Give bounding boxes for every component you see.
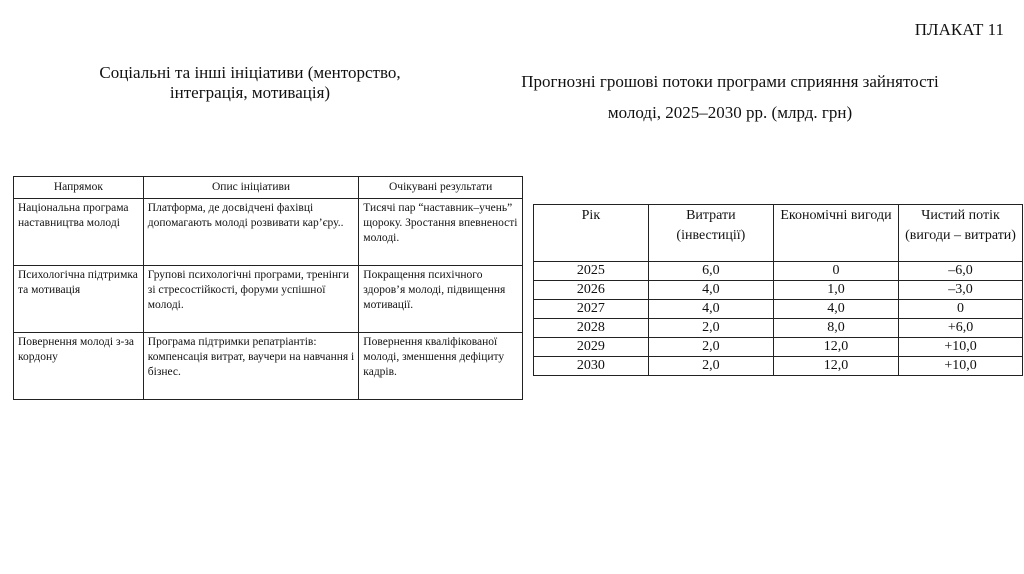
table-header-row [534,205,1023,262]
cell-net: +10,0 [899,338,1023,357]
cash-flow-title: Прогнозні грошові потоки програми сприяння зайнятості молоді, 2025–2030 рр. (млрд. грн) [521,72,939,122]
cell-result: Повернення кваліфікованої молоді, зменшення дефіциту кадрів. [359,333,523,400]
cell-description: Платформа, де досвідчені фахівці допомагають молоді розвивати кар’єру.. [143,199,359,266]
header-description: Опис ініціативи [143,177,359,199]
header-results: Очікувані результати [359,177,523,199]
cell-description: Групові психологічні програми, тренінги зі стресостійкості, форуми успішної молоді. [143,266,359,333]
table-row [534,281,1023,300]
cell-costs: 2,0 [648,338,773,357]
cell-result: Покращення психічного здоров’я молоді, підвищення мотивації. [359,266,523,333]
cell-benefits: 12,0 [773,338,898,357]
cell-year: 2027 [534,300,649,319]
cell-benefits: 1,0 [773,281,898,300]
header-benefits: Економічні вигоди [773,205,898,262]
cell-description: Програма підтримки репатріантів: компенсація витрат, ваучери на навчання і бізнес. [143,333,359,400]
header-direction: Напрямок [14,177,144,199]
table-row [534,357,1023,376]
cell-costs: 2,0 [648,357,773,376]
cell-net: –3,0 [899,281,1023,300]
table-row [534,300,1023,319]
cell-year: 2030 [534,357,649,376]
table-row [534,319,1023,338]
cell-costs: 6,0 [648,262,773,281]
table-header-row [14,177,523,199]
table-row [14,333,523,400]
table-row [14,266,523,333]
table-row [534,262,1023,281]
header-year: Рік [534,205,649,262]
table-row [534,338,1023,357]
cell-net: –6,0 [899,262,1023,281]
cell-direction: Повернення молоді з-за кордону [14,333,144,400]
cash-flow-table [533,204,1023,376]
cell-direction: Психологічна підтримка та мотивація [14,266,144,333]
initiatives-title: Соціальні та інші ініціативи (менторство, інтеграція, мотивація) [99,63,401,102]
cell-year: 2029 [534,338,649,357]
cell-benefits: 12,0 [773,357,898,376]
cell-net: 0 [899,300,1023,319]
cell-costs: 2,0 [648,319,773,338]
cell-year: 2026 [534,281,649,300]
cell-benefits: 4,0 [773,300,898,319]
cell-year: 2028 [534,319,649,338]
cell-net: +6,0 [899,319,1023,338]
cell-benefits: 8,0 [773,319,898,338]
cell-year: 2025 [534,262,649,281]
cell-result: Тисячі пар “наставник–учень” щороку. Зростання впевненості молоді. [359,199,523,266]
initiatives-table [13,176,523,400]
poster-label: ПЛАКАТ 11 [914,20,1004,39]
cell-net: +10,0 [899,357,1023,376]
cell-costs: 4,0 [648,281,773,300]
header-costs: Витрати (інвестиції) [648,205,773,262]
cell-direction: Національна програма наставництва молоді [14,199,144,266]
header-net-flow: Чистий потік (вигоди – витрати) [899,205,1023,262]
cell-benefits: 0 [773,262,898,281]
cell-costs: 4,0 [648,300,773,319]
table-row [14,199,523,266]
